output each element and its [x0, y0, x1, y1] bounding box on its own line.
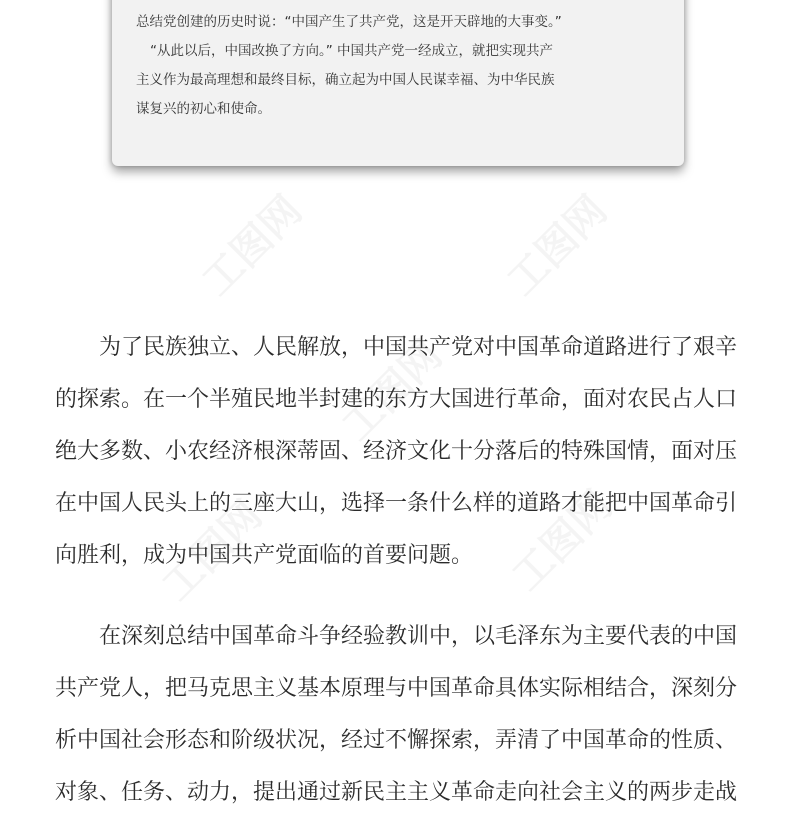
watermark — [492, 181, 617, 306]
paragraph-2 — [55, 611, 755, 819]
paragraph-1 — [55, 322, 755, 582]
paragraph-line: 对象、任务、动力，提出通过新民主主义革命走向社会主义的两步走战 — [55, 780, 738, 805]
paragraph-line: 为了民族独立、人民解放，中国共产党对中国革命道路进行了艰辛 — [99, 335, 738, 360]
paragraph-line: 绝大多数、小农经济根深蒂固、经济文化十分落后的特殊国情，面对压 — [55, 439, 738, 464]
quote-line: 主义作为最高理想和最终目标，确立起为中国人民谋幸福、为中华民族 — [136, 72, 555, 88]
paragraph-line: 共产党人，把马克思主义基本原理与中国革命具体实际相结合，深刻分 — [55, 676, 738, 701]
quote-line: 谋复兴的初心和使命。 — [136, 101, 271, 117]
paragraph-line: 在深刻总结中国革命斗争经验教训中，以毛泽东为主要代表的中国 — [99, 624, 738, 649]
paragraph-line: 向胜利，成为中国共产党面临的首要问题。 — [55, 543, 474, 568]
watermark — [187, 181, 312, 306]
quote-text — [136, 8, 666, 124]
quote-card — [112, 0, 684, 166]
paragraph-line: 析中国社会形态和阶级状况，经过不懈探索，弄清了中国革命的性质、 — [55, 728, 738, 753]
paragraph-line: 在中国人民头上的三座大山，选择一条什么样的道路才能把中国革命引 — [55, 491, 738, 516]
quote-line: 总结党创建的历史时说：“中国产生了共产党，这是开天辟地的大事变。” — [136, 14, 562, 30]
paragraph-line: 的探索。在一个半殖民地半封建的东方大国进行革命，面对农民占人口 — [55, 387, 738, 412]
quote-line: “从此以后，中国改换了方向。” 中国共产党一经成立，就把实现共产 — [150, 43, 554, 59]
